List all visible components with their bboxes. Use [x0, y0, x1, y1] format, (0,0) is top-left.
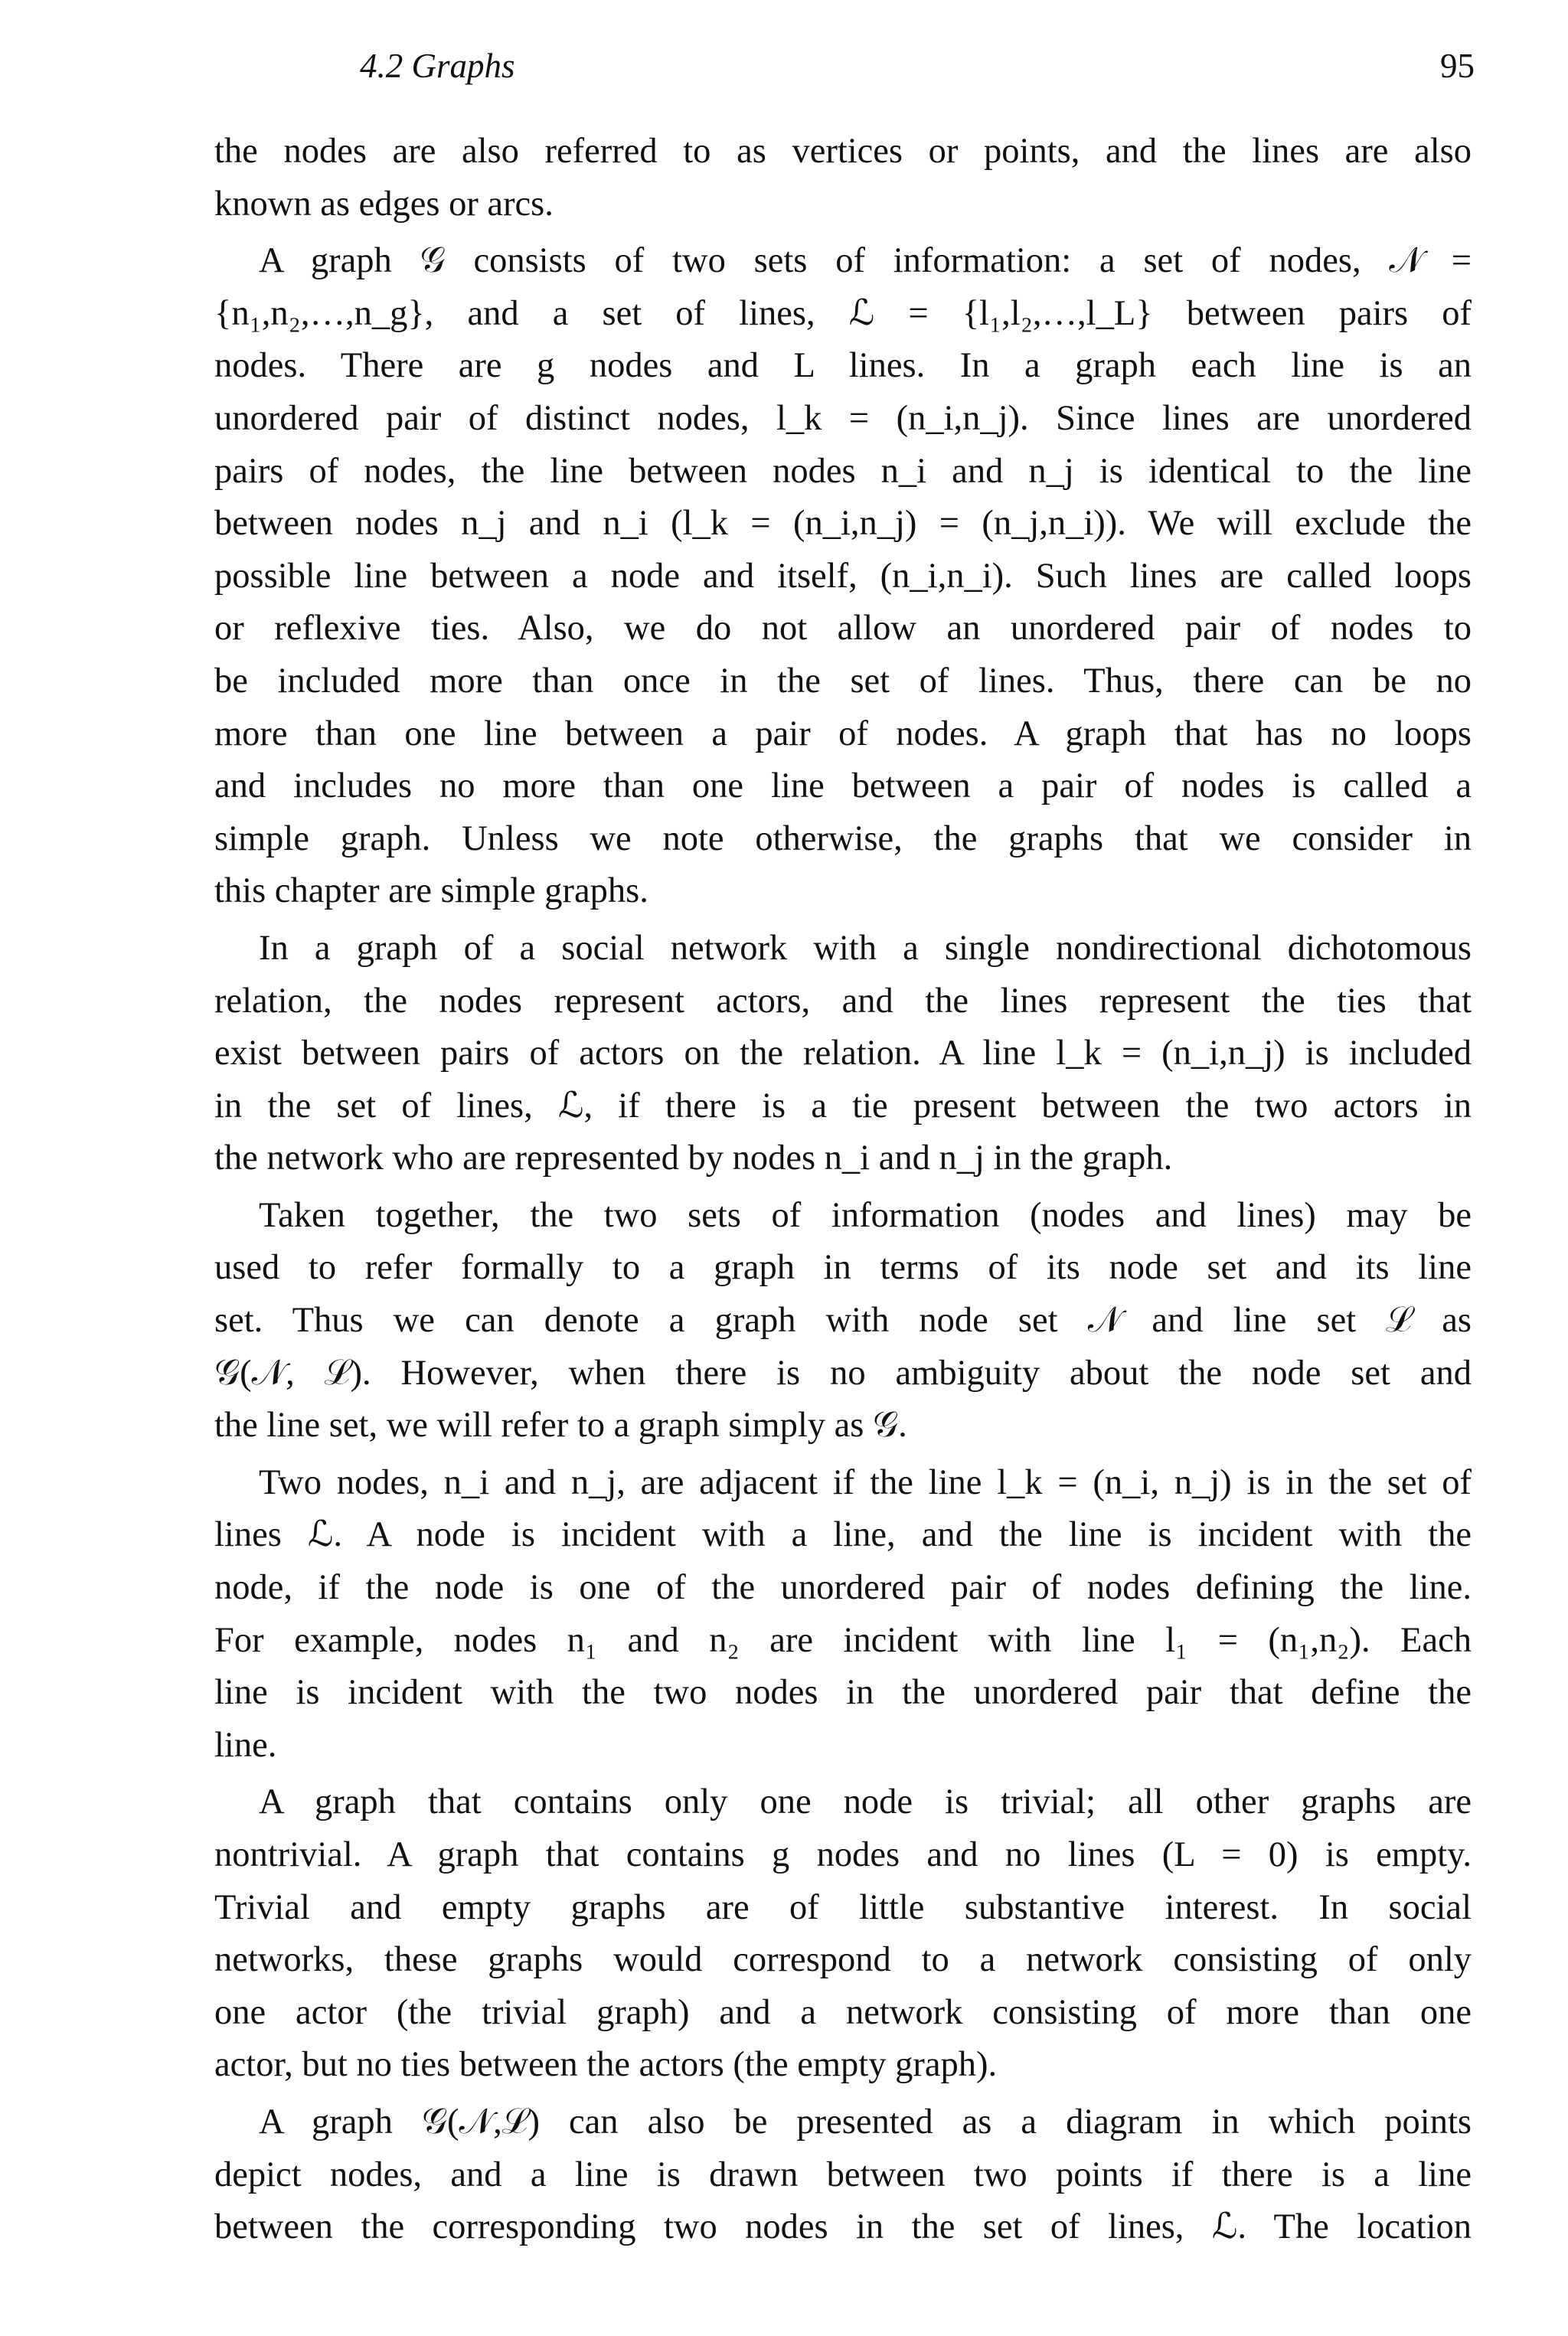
text-line: in the set of lines, ℒ, if there is a tie present between the two actors in: [214, 1086, 1472, 1126]
text-line: Trivial and empty graphs are of little substantive interest. In social: [214, 1887, 1472, 1927]
text-line: node, if the node is one of the unordered pair of nodes defining the line.: [214, 1568, 1472, 1608]
text-line: used to refer formally to a graph in terms of its node set and its line: [214, 1248, 1472, 1288]
text-line: be included more than once in the set of lines. Thus, there can be no: [214, 661, 1472, 701]
text-line: pairs of nodes, the line between nodes n_i and n_j is identical to the line: [214, 451, 1472, 491]
text-line: the network who are represented by nodes n_i and n_j in the graph.: [214, 1139, 1173, 1178]
text-line: Taken together, the two sets of information (nodes and lines) may be: [259, 1195, 1472, 1235]
text-line: relation, the nodes represent actors, and the lines represent the ties that: [214, 981, 1472, 1021]
text-line: In a graph of a social network with a single nondirectional dichotomous: [259, 928, 1472, 968]
text-line: line.: [214, 1725, 277, 1765]
paragraph: [214, 923, 1472, 1185]
text-line: lines ℒ. A node is incident with a line, and the line is incident with the: [214, 1515, 1472, 1555]
text-line: 𝒢(𝒩, ℒ). However, when there is no ambiguity about the node set and: [214, 1353, 1472, 1393]
text-line: set. Thus we can denote a graph with node set 𝒩 and line set ℒ as: [214, 1301, 1472, 1341]
paragraph: [214, 235, 1472, 918]
text-line: the line set, we will refer to a graph simply as 𝒢.: [214, 1406, 907, 1446]
paragraph: [214, 126, 1472, 230]
text-line: A graph that contains only one node is trivial; all other graphs are: [259, 1782, 1472, 1822]
text-line: between the corresponding two nodes in the set of lines, ℒ. The location: [214, 2207, 1472, 2247]
text-line: Two nodes, n_i and n_j, are adjacent if the line l_k = (n_i, n_j) is in the set of: [259, 1462, 1472, 1502]
page-number: 95: [1440, 47, 1475, 85]
text-line: depict nodes, and a line is drawn between two points if there is a line: [214, 2155, 1472, 2194]
text-line: and includes no more than one line between a pair of nodes is called a: [214, 766, 1472, 806]
text-line: A graph 𝒢 consists of two sets of information: a set of nodes, 𝒩 =: [259, 241, 1472, 281]
paragraph: [214, 1190, 1472, 1452]
text-line: actor, but no ties between the actors (the empty graph).: [214, 2045, 998, 2085]
body-text: [214, 126, 1472, 2254]
text-line: {n₁,n₂,…,n_g}, and a set of lines, ℒ = {l₁,l₂,…,l_L} between pairs of: [214, 293, 1472, 333]
text-line: or reflexive ties. Also, we do not allow an unordered pair of nodes to: [214, 609, 1472, 649]
text-line: known as edges or arcs.: [214, 184, 554, 224]
text-line: networks, these graphs would correspond to a network consisting of only: [214, 1940, 1472, 1980]
text-line: unordered pair of distinct nodes, l_k = (n_i,n_j). Since lines are unordered: [214, 398, 1472, 438]
text-line: nontrivial. A graph that contains g nodes and no lines (L = 0) is empty.: [214, 1835, 1472, 1874]
text-line: line is incident with the two nodes in the unordered pair that define the: [214, 1673, 1472, 1713]
text-line: nodes. There are g nodes and L lines. In a graph each line is an: [214, 346, 1472, 386]
text-line: one actor (the trivial graph) and a network consisting of more than one: [214, 1992, 1472, 2032]
paragraph: [214, 1457, 1472, 1772]
text-line: possible line between a node and itself, (n_i,n_i). Such lines are called loops: [214, 556, 1472, 596]
text-line: simple graph. Unless we note otherwise, the graphs that we consider in: [214, 818, 1472, 858]
running-head: [0, 46, 1568, 100]
text-line: the nodes are also referred to as vertices or points, and the lines are also: [214, 132, 1472, 171]
text-line: A graph 𝒢(𝒩,ℒ) can also be presented as a diagram in which points: [259, 2102, 1472, 2142]
text-line: between nodes n_j and n_i (l_k = (n_i,n_j) = (n_j,n_i)). We will exclude the: [214, 504, 1472, 544]
text-line: more than one line between a pair of nodes. A graph that has no loops: [214, 714, 1472, 753]
text-line: this chapter are simple graphs.: [214, 871, 648, 911]
text-line: For example, nodes n₁ and n₂ are incident with line l₁ = (n₁,n₂). Each: [214, 1620, 1472, 1660]
paragraph: [214, 1776, 1472, 2092]
text-line: exist between pairs of actors on the relation. A line l_k = (n_i,n_j) is included: [214, 1034, 1472, 1073]
running-title: 4.2 Graphs: [360, 47, 515, 85]
paragraph: [214, 2096, 1472, 2254]
